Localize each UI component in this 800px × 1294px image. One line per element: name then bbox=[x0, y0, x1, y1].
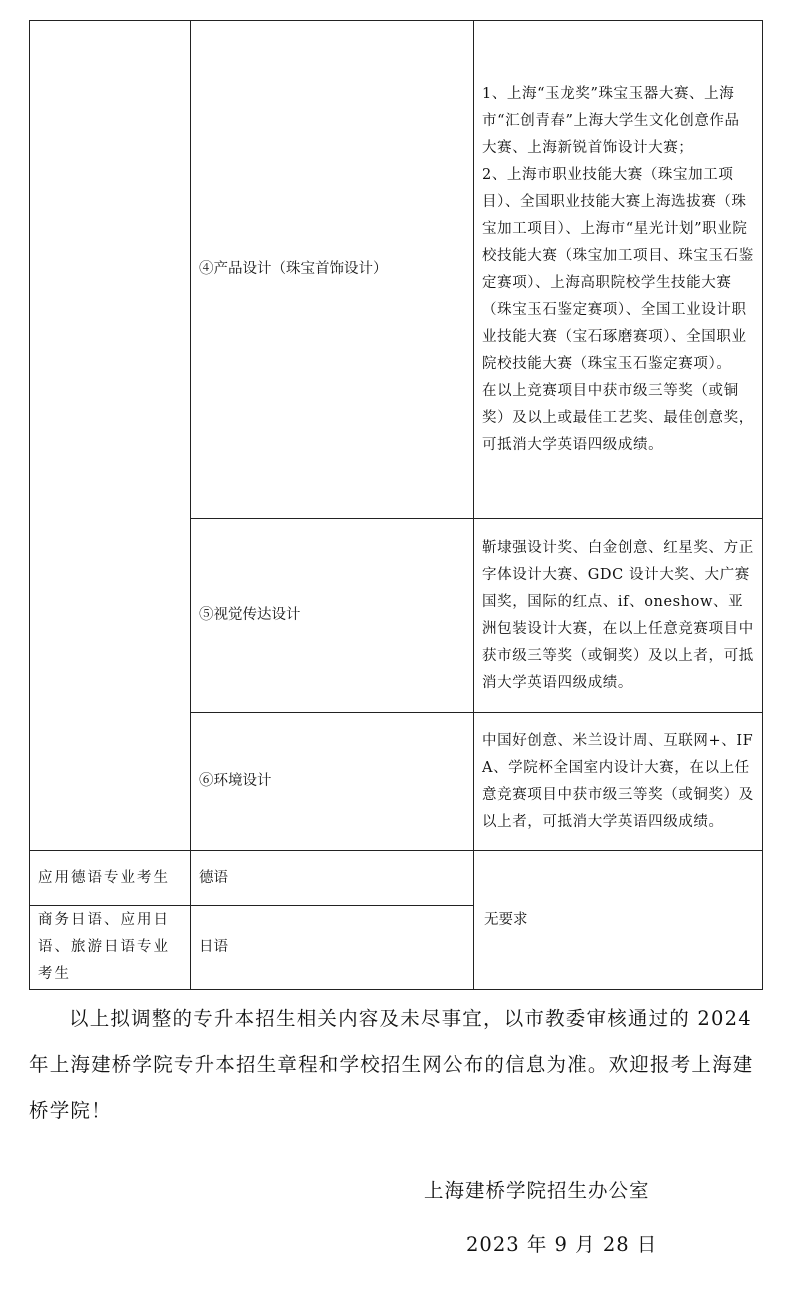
category-cell: 应用德语专业考生 bbox=[30, 851, 191, 906]
requirement-cell bbox=[474, 519, 763, 713]
requirement-paragraph: 在以上竞赛项目中获市级三等奖（或铜奖）及以上或最佳工艺奖、最佳创意奖，可抵消大学英语四级成绩。 bbox=[482, 382, 754, 453]
closing-paragraph: 以上拟调整的专升本招生相关内容及未尽事宜，以市教委审核通过的 2024 年上海建桥学院专升本招生章程和学校招生网公布的信息为准。欢迎报考上海建桥学院！ bbox=[29, 1007, 754, 1122]
requirement-paragraph: 1、上海“玉龙奖”珠宝玉器大赛、上海市“汇创青春”上海大学生文化创意作品大赛、上海新锐首饰设计大赛； bbox=[482, 85, 740, 156]
signature-date: 2023 年 9 月 28 日 bbox=[466, 1233, 658, 1256]
requirement-cell bbox=[474, 713, 763, 851]
table-row bbox=[30, 21, 763, 519]
major-cell: ④产品设计（珠宝首饰设计） bbox=[191, 21, 474, 519]
language-cell: 日语 bbox=[191, 906, 474, 990]
category-cell: 商务日语、应用日语、旅游日语专业考生 bbox=[30, 906, 191, 990]
requirements-table bbox=[29, 20, 763, 990]
table-row bbox=[30, 851, 763, 906]
major-cell: ⑥环境设计 bbox=[191, 713, 474, 851]
office-signature: 上海建桥学院招生办公室 bbox=[424, 1179, 650, 1202]
empty-category-cell bbox=[30, 21, 191, 851]
requirement-paragraph: 靳埭强设计奖、白金创意、红星奖、方正字体设计大赛、GDC 设计大奖、大广赛国奖，国际的红点、if、oneshow、亚洲包装设计大赛，在以上任意竞赛项目中获市级三等奖（或铜奖）及以上者，可抵消大学英语四级成绩。 bbox=[482, 539, 754, 691]
major-cell: ⑤视觉传达设计 bbox=[191, 519, 474, 713]
requirement-paragraph: 2、上海市职业技能大赛（珠宝加工项目）、全国职业技能大赛上海选拔赛（珠宝加工项目）、上海市“星光计划”职业院校技能大赛（珠宝加工项目、珠宝玉石鉴定赛项）、上海高职院校学生技能大赛（珠宝玉石鉴定赛项）、全国工业设计职业技能大赛（宝石琢磨赛项）、全国职业院校技能大赛（珠宝玉石鉴定赛项）。 bbox=[482, 166, 754, 372]
requirement-cell bbox=[474, 21, 763, 519]
no-requirement-cell: 无要求 bbox=[474, 851, 763, 990]
language-cell: 德语 bbox=[191, 851, 474, 906]
requirement-paragraph: 中国好创意、米兰设计周、互联网+、IFA、学院杯全国室内设计大赛，在以上任意竞赛项目中获市级三等奖（或铜奖）及以上者，可抵消大学英语四级成绩。 bbox=[482, 732, 754, 830]
